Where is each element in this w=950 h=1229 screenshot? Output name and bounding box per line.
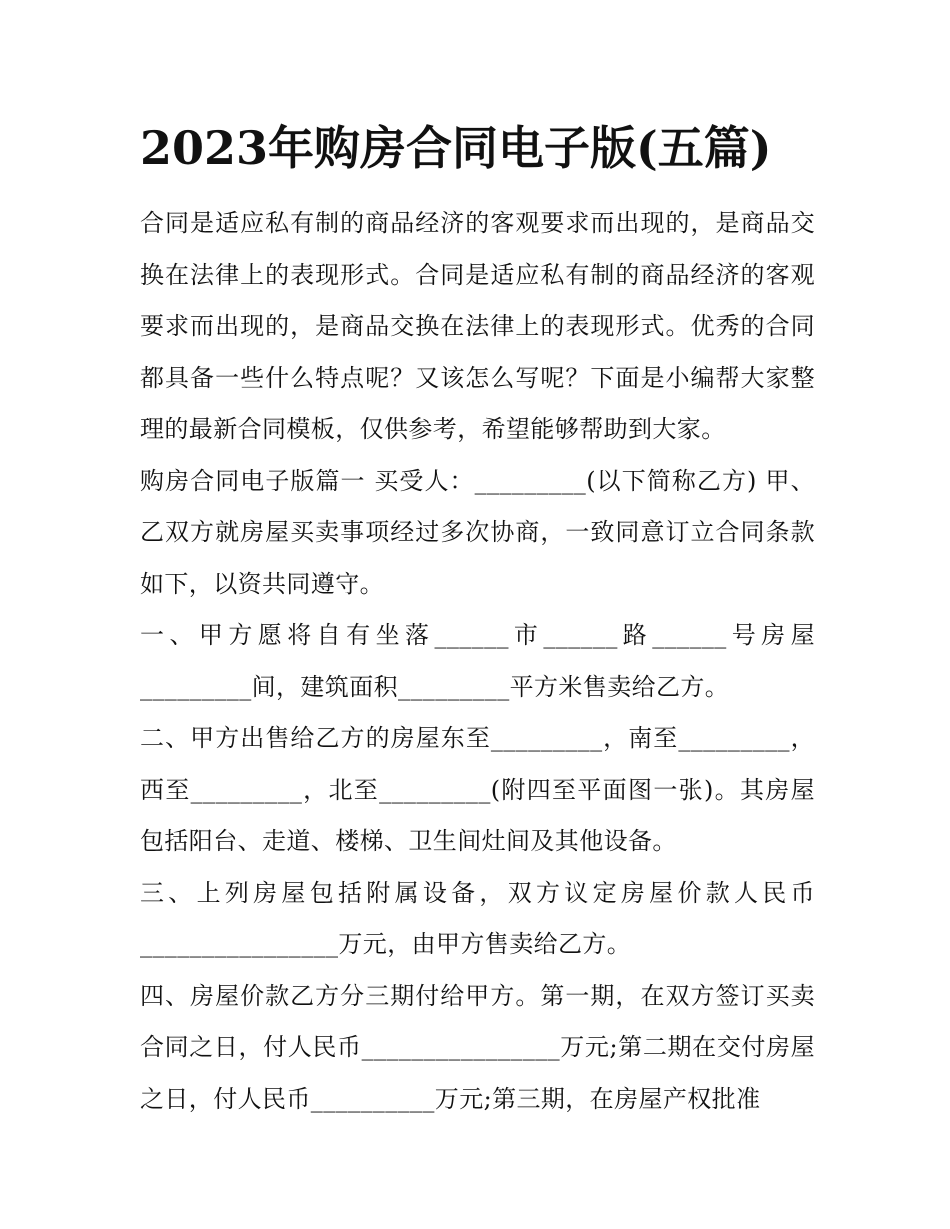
paragraph-clause-2: 二、甲方出售给乙方的房屋东至_________，南至_________，西至_________，北至_________(附四至平面图一张)。其房屋包括阳台、走道、楼梯、卫生间灶间及其他设备。 — [140, 724, 815, 855]
document-title: 2023年购房合同电子版(五篇) — [140, 121, 772, 175]
paragraph-intro: 合同是适应私有制的商品经济的客观要求而出现的，是商品交换在法律上的表现形式。合同是适应私有制的商品经济的客观要求而出现的，是商品交换在法律上的表现形式。优秀的合同都具备一些什么特点呢？又该怎么写呢？下面是小编帮大家整理的最新合同模板，仅供参考，希望能够帮助到大家。 — [140, 209, 815, 443]
paragraph-buyer: 购房合同电子版篇一 买受人：_________(以下简称乙方) 甲、乙双方就房屋买卖事项经过多次协商，一致同意订立合同条款如下，以资共同遵守。 — [140, 466, 815, 598]
paragraph-clause-1: 一、甲方愿将自有坐落______市______路______号房屋_________间，建筑面积_________平方米售卖给乙方。 — [140, 621, 815, 701]
paragraph-clause-3: 三、上列房屋包括附属设备，双方议定房屋价款人民币________________万元，由甲方售卖给乙方。 — [140, 878, 815, 958]
document-body — [140, 198, 815, 1125]
paragraph-clause-4: 四、房屋价款乙方分三期付给甲方。第一期，在双方签订买卖合同之日，付人民币________________万元;第二期在交付房屋之日，付人民币__________万元;第三期，在房屋产权批准 — [140, 981, 815, 1113]
